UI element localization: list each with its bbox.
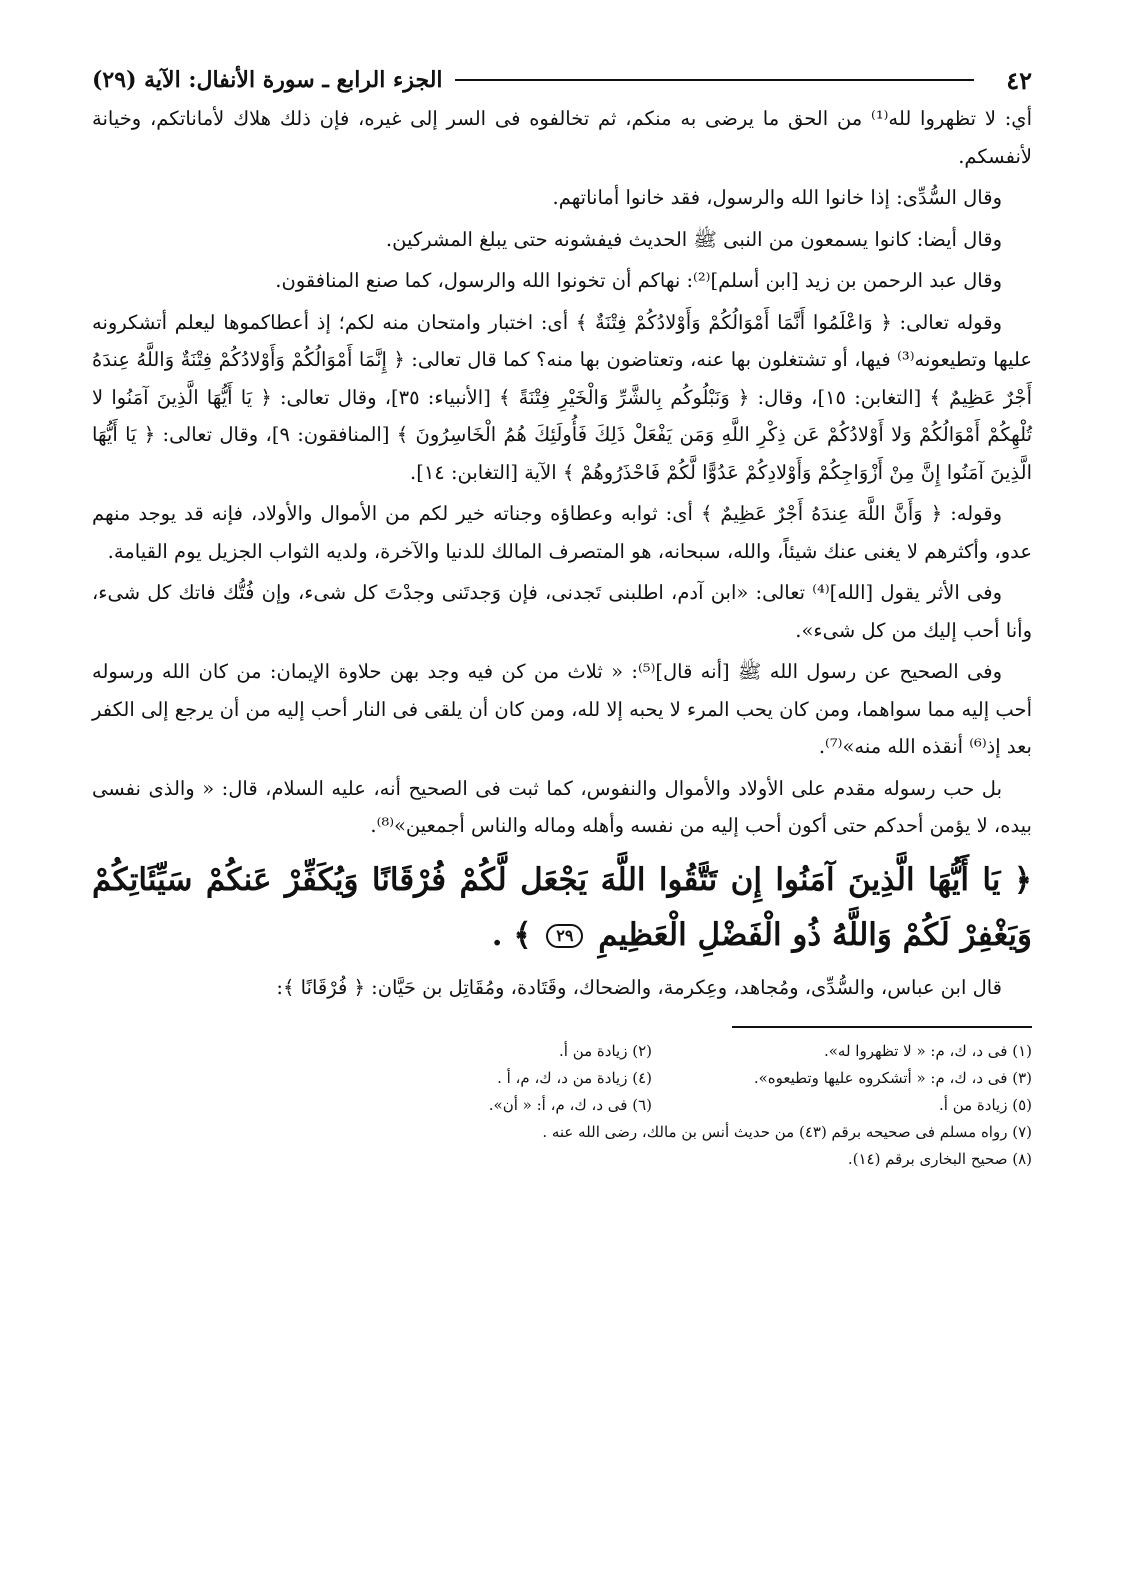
footnote: (٤) زيادة من د، ك، م، أ . <box>497 1069 652 1087</box>
footnote: (٢) زيادة من أ. <box>559 1042 652 1060</box>
page-header <box>92 60 1032 100</box>
paragraph: بل حب رسوله مقدم على الأولاد والأموال والنفوس، كما ثبت فى الصحيح أنه، عليه السلام، قال: « والذى نفسى بيده، لا يؤمن أحدكم حتى أكون أحب إليه من نفسه وأهله وماله والناس أجمعين»⁽⁸⁾. <box>92 776 1032 837</box>
page-number: ٤٢ <box>1006 65 1032 95</box>
commentary-paragraph: قال ابن عباس، والسُّدِّى، ومُجاهد، وعِكرمة، والضحاك، وقَتَادة، ومُقَاتِل بن حَيَّان: ﴿ فُرْقَانًا ﴾: <box>276 975 1002 999</box>
header-rule <box>455 79 974 81</box>
running-title: الجزء الرابع ـ سورة الأنفال: الآية (٢٩) <box>92 67 443 93</box>
verse-closing: ﴾ . <box>491 916 532 953</box>
paragraph: وقال أيضا: كانوا يسمعون من النبى ﷺ الحديث فيفشونه حتى يبلغ المشركين. <box>385 227 1002 251</box>
body-text <box>92 100 1032 845</box>
footnote: (١) فى د، ك، م: « لا تظهروا له». <box>823 1042 1032 1060</box>
paragraph: وقوله تعالى: ﴿ وَاعْلَمُوا أَنَّمَا أَمْوَالُكُمْ وَأَوْلادُكُمْ فِتْنَةٌ ﴾ أى: اختبار وامتحان منه لكم؛ إذ أعطاكموها ليعلم أتشكرونه عليها وتطيعونه⁽³⁾ فيها، أو تشتغلون بها عنه، وتعتاضون بها منه؟ كما قال تعالى: ﴿ إِنَّمَا أَمْوَالُكُمْ وَأَوْلادُكُمْ فِتْنَةٌ وَاللَّهُ عِندَهُ أَجْرٌ عَظِيمٌ ﴾ [التغابن: ١٥]، وقال: ﴿ وَنَبْلُوكُم بِالشَّرِّ وَالْخَيْرِ فِتْنَةً ﴾ [الأنبياء: ٣٥]، وقال تعالى: ﴿ يَا أَيُّهَا الَّذِينَ آمَنُوا لا تُلْهِكُمْ أَمْوَالُكُمْ وَلا أَوْلادُكُمْ عَن ذِكْرِ اللَّهِ وَمَن يَفْعَلْ ذَلِكَ فَأُولَئِكَ هُمُ الْخَاسِرُونَ ﴾ [المنافقون: ٩]، وقال تعالى: ﴿ يَا أَيُّهَا الَّذِينَ آمَنُوا إِنَّ مِنْ أَزْوَاجِكُمْ وَأَوْلادِكُمْ عَدُوًّا لَّكُمْ فَاحْذَرُوهُمْ ﴾ الآية [التغابن: ١٤]. <box>92 310 1032 484</box>
footnote: (٣) فى د، ك، م: « أتشكروه عليها وتطيعوه». <box>753 1069 1032 1087</box>
footnote: (٨) صحيح البخارى برقم (١٤). <box>847 1150 1032 1168</box>
paragraph: وقوله: ﴿ وَأَنَّ اللَّهَ عِندَهُ أَجْرٌ عَظِيمٌ ﴾ أى: ثوابه وعطاؤه وجناته خير لكم من الأموال والأولاد، فإنه قد يوجد منهم عدو، وأكثرهم لا يغنى عنك شيئاً، والله، سبحانه، هو المتصرف المالك للدنيا والآخرة، ولديه الثواب الجزيل يوم القيامة. <box>92 502 1032 563</box>
footnote-row <box>92 1065 1032 1092</box>
footnote: (٦) فى د، ك، م، أ: « أن». <box>488 1096 652 1114</box>
footnotes <box>92 1038 1032 1173</box>
footnote: (٧) رواه مسلم فى صحيحه برقم (٤٣) من حديث أنس بن مالك، رضى الله عنه . <box>542 1123 1032 1141</box>
footnote: (٥) زيادة من أ. <box>939 1096 1032 1114</box>
ayah-number-badge: ٢٩ <box>546 924 583 948</box>
paragraph: وقال السُّدِّى: إذا خانوا الله والرسول، فقد خانوا أماناتهم. <box>552 186 1002 209</box>
quran-verse <box>92 853 1032 963</box>
verse-text: ﴿ يَا أَيُّهَا الَّذِينَ آمَنُوا إِن تَتَّقُوا اللَّهَ يَجْعَل لَّكُمْ فُرْقَانًا وَيُكَفِّرْ عَنكُمْ سَيِّئَاتِكُمْ وَيَغْفِرْ لَكُمْ وَاللَّهُ ذُو الْفَضْلِ الْعَظِيمِ <box>92 861 1032 953</box>
footnote-row <box>92 1038 1032 1065</box>
footnote-separator <box>732 1026 1032 1028</box>
book-page <box>92 60 1032 1173</box>
paragraph: وقال عبد الرحمن بن زيد [ابن أسلم]⁽²⁾: نهاكم أن تخونوا الله والرسول، كما صنع المنافقون. <box>275 269 1002 292</box>
footnote-row <box>92 1092 1032 1119</box>
paragraph: وفى الأثر يقول [الله]⁽⁴⁾ تعالى: «ابن آدم، اطلبنى تَجدنى، فإن وَجدتَنى وجدْتَ كل شىء، وإن فُتُّك فاتك كل شىء، وأنا أحب إليك من كل شىء». <box>92 581 1032 642</box>
paragraph: أي: لا تظهروا لله⁽¹⁾ من الحق ما يرضى به منكم، ثم تخالفوه فى السر إلى غيره، فإن ذلك هلاك لأماناتكم، وخيانة لأنفسكم. <box>92 107 1032 168</box>
paragraph: وفى الصحيح عن رسول الله ﷺ [أنه قال]⁽⁵⁾: « ثلاث من كن فيه وجد بهن حلاوة الإيمان: من كان الله ورسوله أحب إليه مما سواهما، ومن كان يحب المرء لا يحبه إلا لله، ومن كان أن يلقى فى النار أحب إليه من أن يرجع إلى الكفر بعد إذ⁽⁶⁾ أنقذه الله منه»⁽⁷⁾. <box>92 660 1032 758</box>
